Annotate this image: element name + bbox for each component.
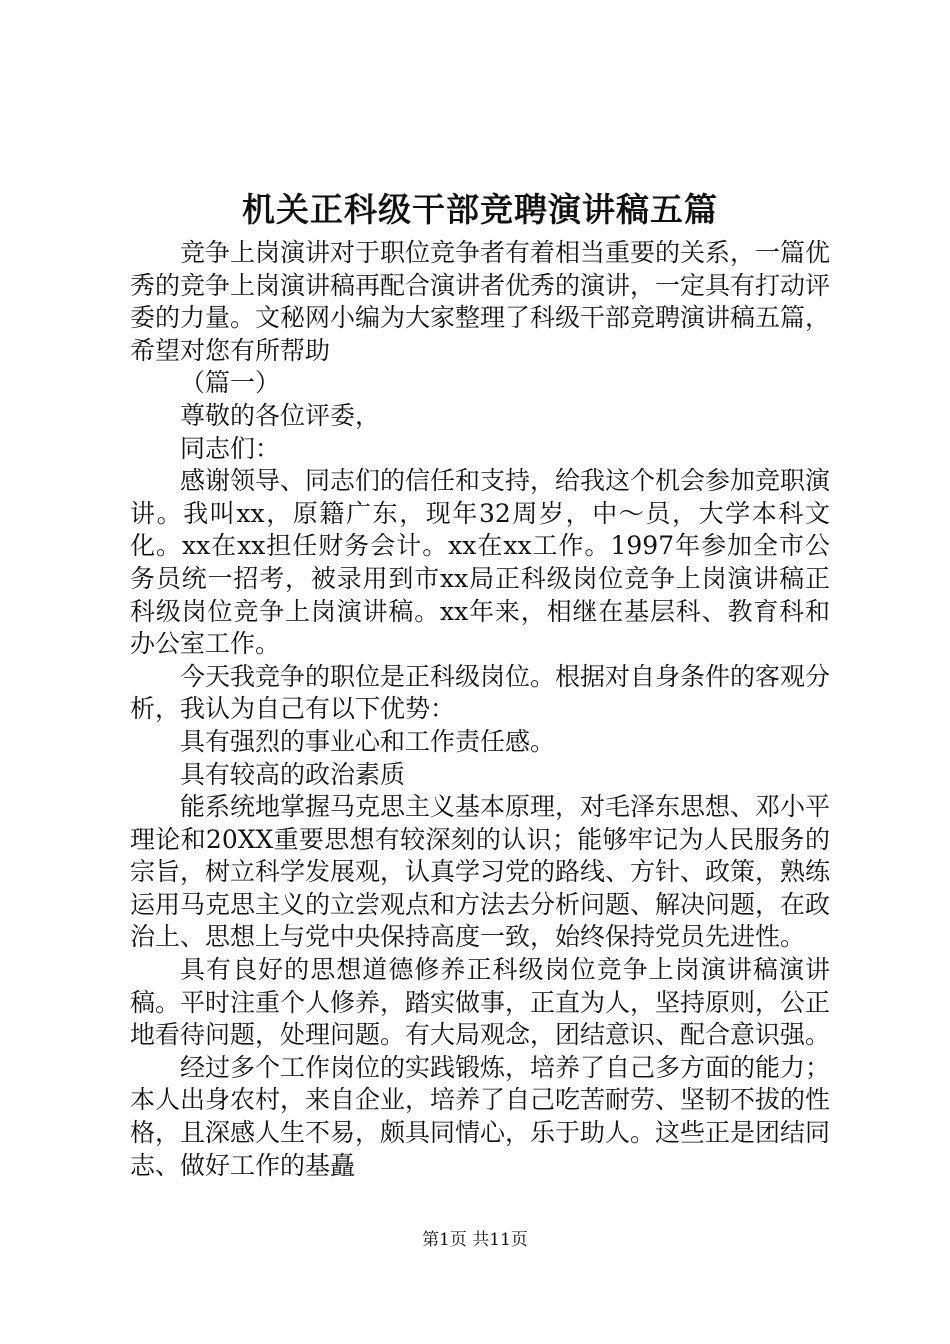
- document-page: [130, 185, 830, 1182]
- paragraph-political: 能系统地掌握马克思主义基本原理，对毛泽东思想、邓小平理论和20XX重要思想有较深刻的认识；能够牢记为人民服务的宗旨，树立科学发展观，认真学习党的路线、方针、政策，熟练运用马克思主义的立尝观点和方法去分析问题、解决问题，在政治上、思想上与党中央保持高度一致，始终保持党员先进性。: [130, 792, 831, 952]
- paragraph-advantage-1: 具有强烈的事业心和工作责任感。: [180, 726, 556, 756]
- page-footer: 第1页 共11页: [422, 1230, 528, 1250]
- document-body: [130, 237, 830, 1182]
- paragraph-salutation-2: 同志们：: [180, 433, 281, 463]
- paragraph-advantage-2: 具有较高的政治素质: [180, 759, 406, 789]
- paragraph-salutation: 尊敬的各位评委，: [180, 400, 381, 430]
- paragraph-section-heading: （篇一）: [180, 368, 281, 398]
- paragraph-self-intro: 感谢领导、同志们的信任和支持，给我这个机会参加竞职演讲。我叫xx，原籍广东，现年32周岁，中～员，大学本科文化。xx在xx担任财务会计。xx在xx工作。1997年参加全市公务员统一招考，被录用到市xx局正科级岗位竞争上岗演讲稿正科级岗位竞争上岗演讲稿。xx年来，相继在基层科、教育科和办公室工作。: [130, 466, 831, 659]
- document-title: 机关正科级干部竞聘演讲稿五篇: [242, 190, 718, 229]
- paragraph-intro: 竞争上岗演讲对于职位竞争者有着相当重要的关系，一篇优秀的竞争上岗演讲稿再配合演讲者优秀的演讲，一定具有打动评委的力量。文秘网小编为大家整理了科级干部竞聘演讲稿五篇，希望对您有所帮助: [130, 238, 831, 365]
- paragraph-position: 今天我竞争的职位是正科级岗位。根据对自身条件的客观分析，我认为自己有以下优势：: [130, 661, 831, 724]
- paragraph-moral: 具有良好的思想道德修养正科级岗位竞争上岗演讲稿演讲稿。平时注重个人修养，踏实做事，正直为人，坚持原则，公正地看待问题，处理问题。有大局观念，团结意识、配合意识强。: [130, 955, 831, 1050]
- paragraph-experience: 经过多个工作岗位的实践锻炼，培养了自己多方面的能力；本人出身农村，来自企业，培养了自己吃苦耐劳、坚韧不拔的性格，且深感人生不易，颇具同情心，乐于助人。这些正是团结同志、做好工作的基矗: [130, 1052, 831, 1180]
